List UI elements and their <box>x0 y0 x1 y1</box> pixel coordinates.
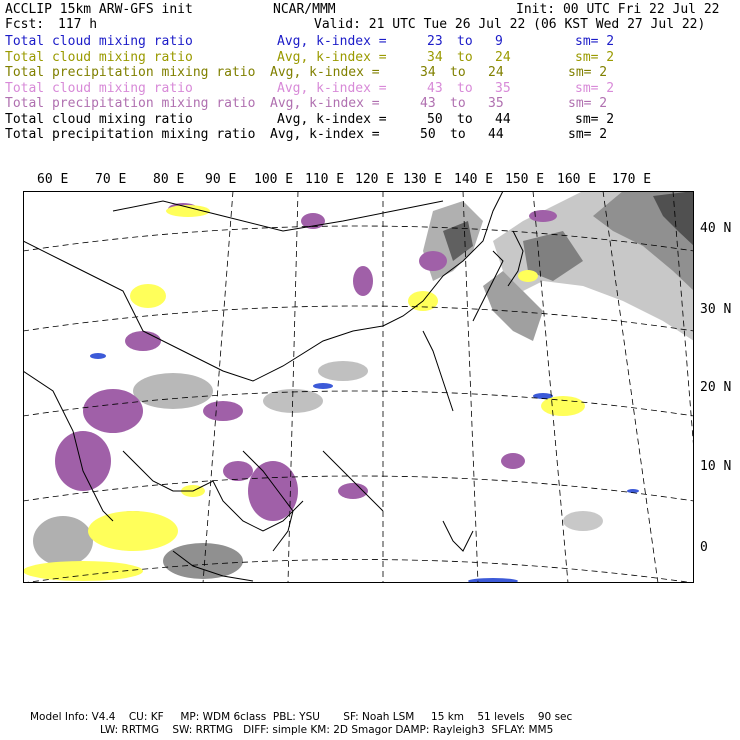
legend-k-start: 34 <box>427 49 443 65</box>
legend-k-start: 50 <box>420 127 436 142</box>
legend-to: to <box>457 49 473 65</box>
legend-smoothing: sm= 2 <box>575 49 615 65</box>
legend-k-end: 9 <box>495 34 503 49</box>
legend-avg-label: Avg, k-index = <box>277 80 387 96</box>
legend-k-start: 23 <box>427 34 443 49</box>
legend-smoothing: sm= 2 <box>575 80 615 96</box>
legend-field-name: Total cloud mixing ratio <box>5 80 193 96</box>
legend-k-end: 35 <box>488 96 504 111</box>
legend-k-end: 44 <box>495 111 511 127</box>
legend-field-name: Total precipitation mixing ratio <box>5 127 256 142</box>
legend-smoothing: sm= 2 <box>568 127 608 142</box>
legend-k-start: 43 <box>420 96 436 111</box>
model-info-line1: Model Info: V4.4 CU: KF MP: WDM 6class PBL: YSU SF: Noah LSM 15 km 51 levels 90 sec <box>30 711 573 723</box>
longitude-label: 120 E <box>355 172 395 187</box>
latitude-label: 10 N <box>700 459 732 474</box>
legend-k-start: 50 <box>427 111 443 127</box>
legend-avg-label: Avg, k-index = <box>270 65 380 80</box>
legend-field-name: Total cloud mixing ratio <box>5 111 193 127</box>
legend-to: to <box>450 65 466 80</box>
latitude-label: 20 N <box>700 380 732 395</box>
model-title: ACCLIP 15km ARW-GFS init <box>5 2 193 17</box>
legend-field-name: Total cloud mixing ratio <box>5 49 193 65</box>
legend-avg-label: Avg, k-index = <box>277 111 387 127</box>
precip-field-purple <box>55 203 557 531</box>
longitude-label: 160 E <box>557 172 597 187</box>
longitude-label: 80 E <box>153 172 185 187</box>
legend-to: to <box>450 127 466 142</box>
legend-k-start: 43 <box>427 80 443 96</box>
legend-field-name: Total precipitation mixing ratio <box>5 96 256 111</box>
legend-smoothing: sm= 2 <box>575 34 615 49</box>
legend-k-start: 34 <box>420 65 436 80</box>
legend-to: to <box>457 34 473 49</box>
longitude-label: 90 E <box>205 172 237 187</box>
latitude-label: 30 N <box>700 302 732 317</box>
legend-smoothing: sm= 2 <box>575 111 615 127</box>
longitude-label: 100 E <box>254 172 294 187</box>
map-panel <box>23 191 694 583</box>
legend-avg-label: Avg, k-index = <box>277 49 387 65</box>
legend-k-end: 35 <box>495 80 511 96</box>
valid-time: Valid: 21 UTC Tue 26 Jul 22 (06 KST Wed 27 Jul 22) <box>314 17 706 32</box>
fcst-value: 117 h <box>58 17 98 32</box>
legend-k-end: 24 <box>495 49 511 65</box>
legend-k-end: 44 <box>488 127 504 142</box>
legend-avg-label: Avg, k-index = <box>270 96 380 111</box>
longitude-label: 150 E <box>505 172 545 187</box>
legend-avg-label: Avg, k-index = <box>277 34 387 49</box>
legend-k-end: 24 <box>488 65 504 80</box>
init-time: Init: 00 UTC Fri 22 Jul 22 <box>516 2 720 17</box>
latitude-label: 0 <box>700 540 708 555</box>
longitude-label: 60 E <box>37 172 69 187</box>
legend-to: to <box>457 111 473 127</box>
org-label: NCAR/MMM <box>273 2 336 17</box>
longitude-label: 140 E <box>454 172 494 187</box>
legend-to: to <box>450 96 466 111</box>
longitude-label: 110 E <box>305 172 345 187</box>
fcst-label: Fcst: <box>5 17 45 32</box>
longitude-label: 70 E <box>95 172 127 187</box>
legend-smoothing: sm= 2 <box>568 65 608 80</box>
legend-field-name: Total precipitation mixing ratio <box>5 65 256 80</box>
longitude-label: 130 E <box>403 172 443 187</box>
longitude-label: 170 E <box>612 172 652 187</box>
legend-field-name: Total cloud mixing ratio <box>5 34 193 49</box>
latitude-label: 40 N <box>700 221 732 236</box>
legend-avg-label: Avg, k-index = <box>270 127 380 142</box>
model-info-line2: LW: RRTMG SW: RRTMG DIFF: simple KM: 2D Smagor DAMP: Rayleigh3 SFLAY: MM5 <box>100 724 554 736</box>
legend-smoothing: sm= 2 <box>568 96 608 111</box>
legend-to: to <box>457 80 473 96</box>
